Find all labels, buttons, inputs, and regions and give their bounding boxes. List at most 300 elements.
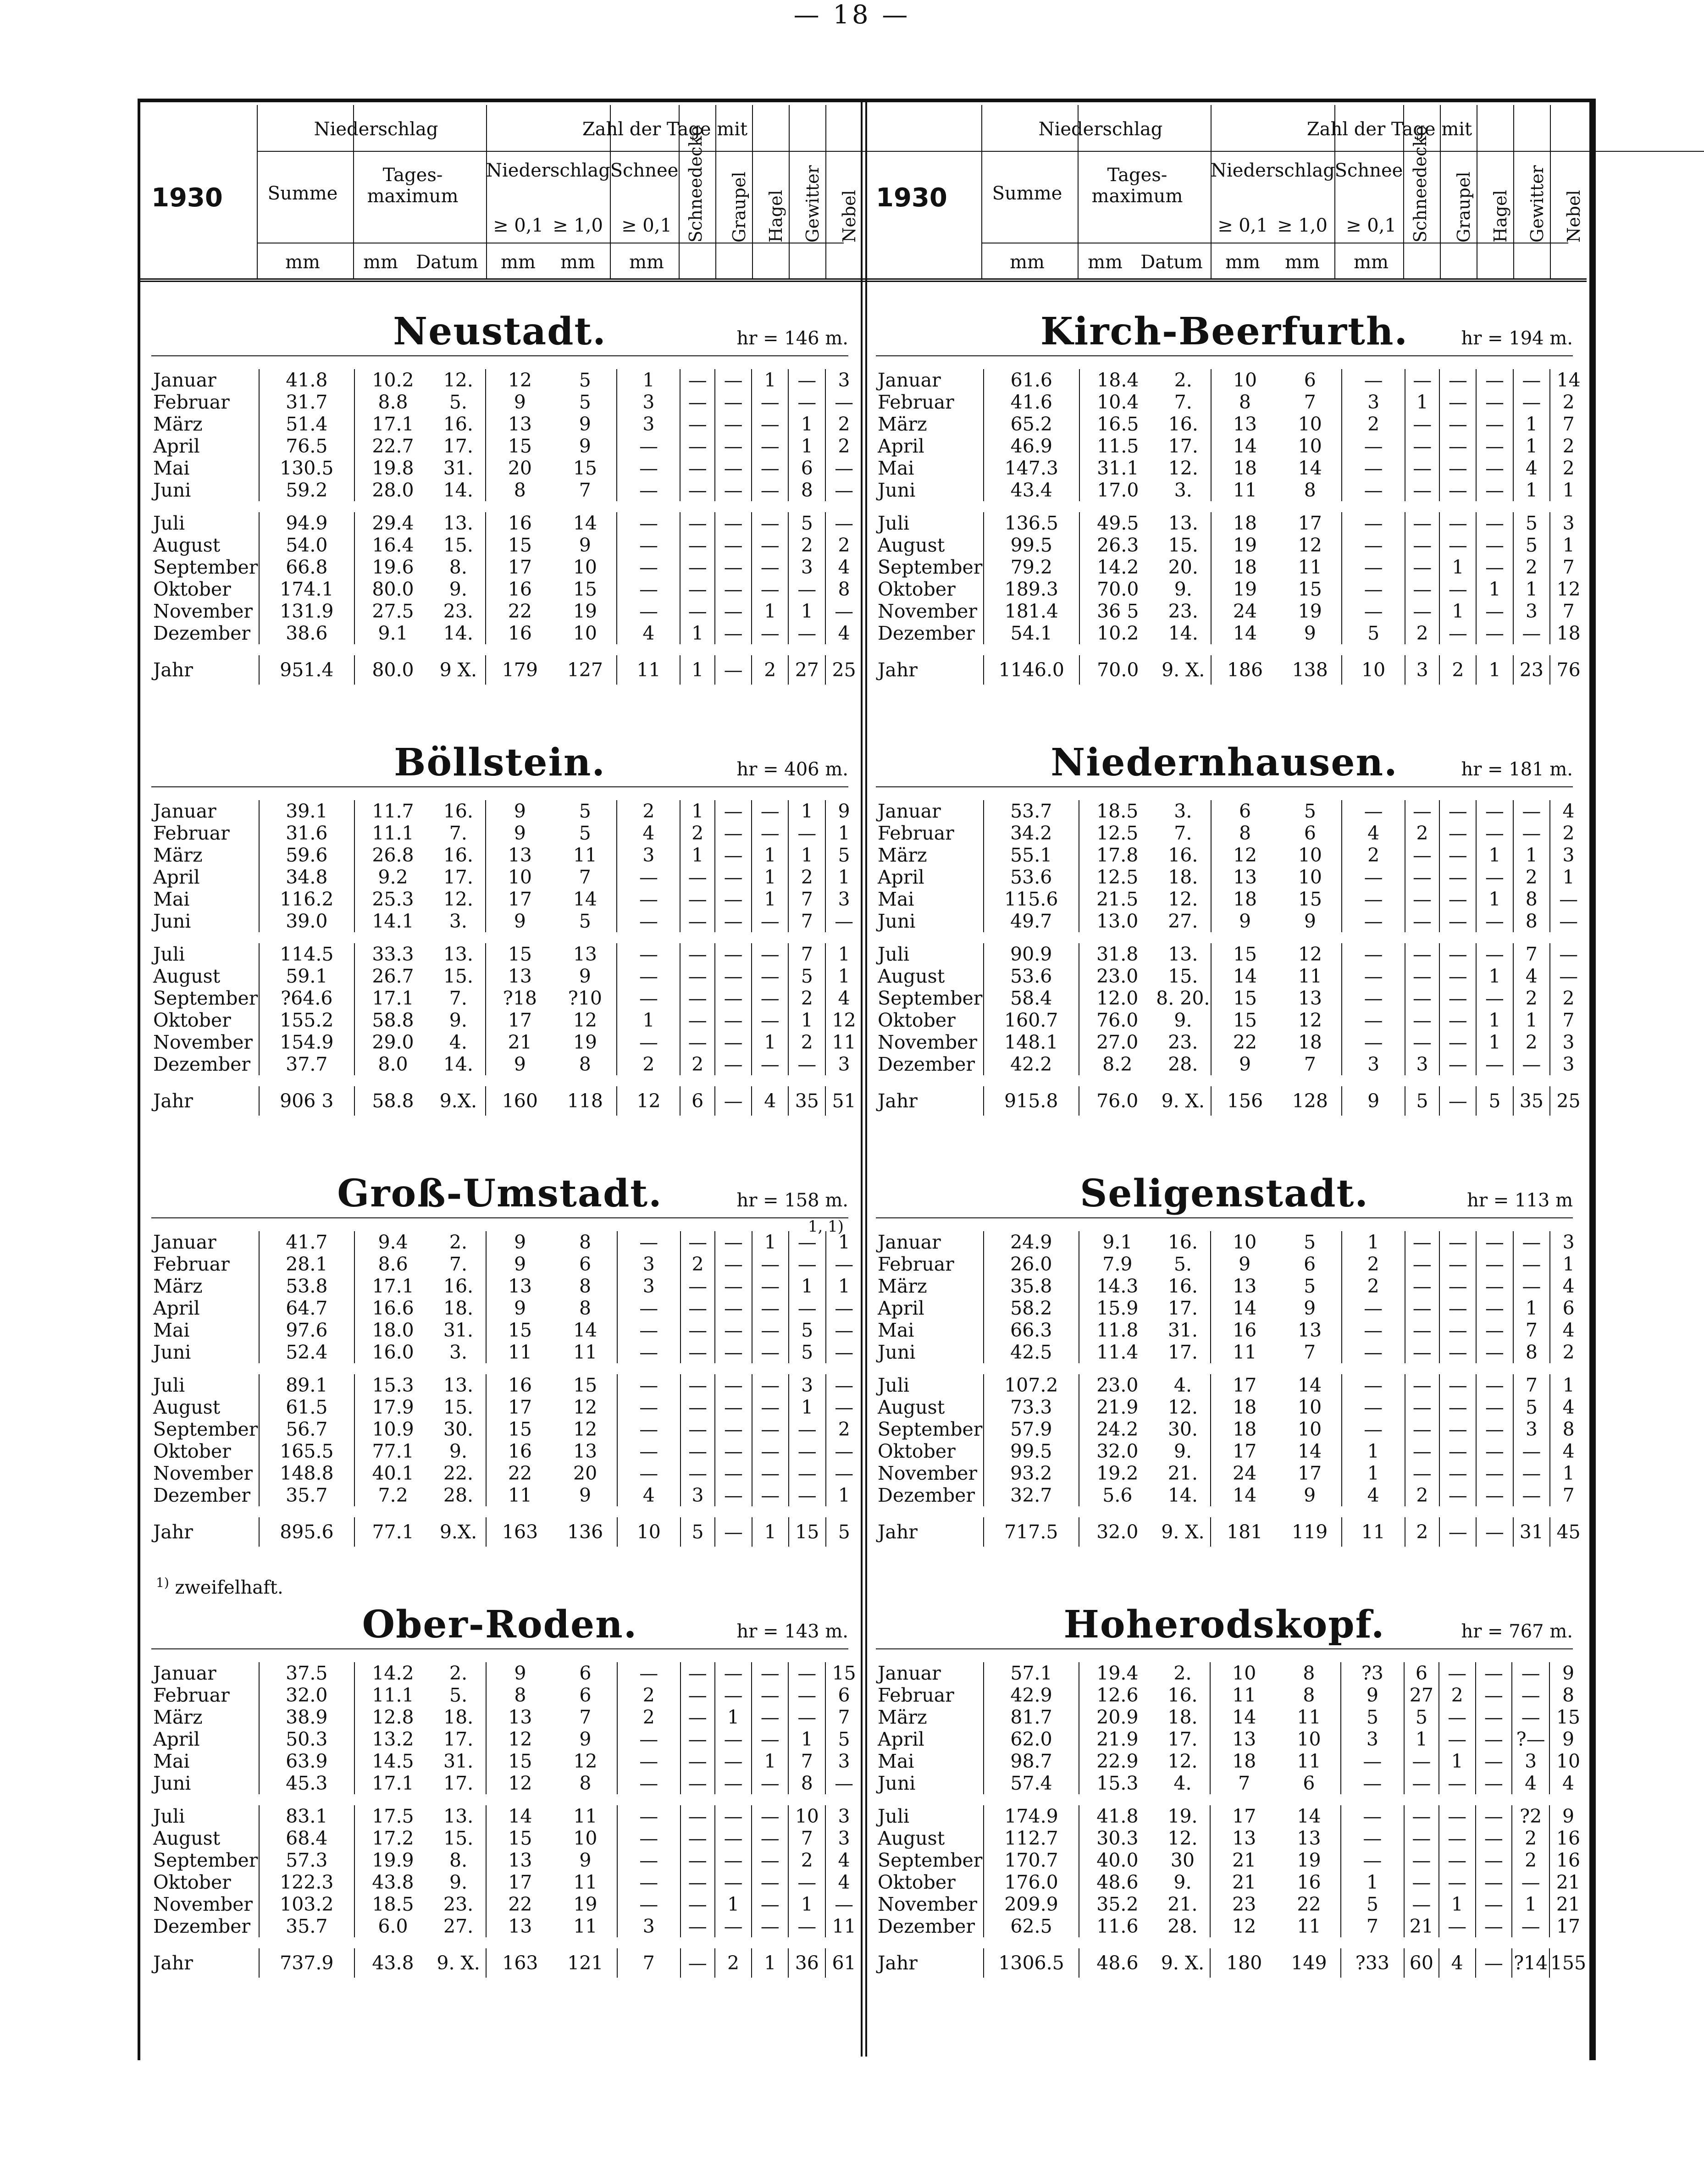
table-cell: — <box>715 1750 752 1772</box>
header-row-rule <box>1403 151 1704 152</box>
table-cell: — <box>1439 413 1476 435</box>
table-cell: 3 <box>1341 1728 1404 1750</box>
table-cell: 18 <box>1211 1396 1278 1418</box>
table-cell: 17 <box>486 1871 554 1893</box>
table-cell: 7. <box>449 987 467 1009</box>
table-cell: 37.7 <box>259 1053 354 1075</box>
table-cell: 1 <box>1550 534 1587 556</box>
table-cell: 10 <box>1298 866 1322 888</box>
table-cell: 58.8 <box>354 1009 431 1031</box>
month-label: Oktober <box>153 1440 231 1462</box>
table-cell: 160 <box>486 1086 553 1116</box>
table-cell: — <box>752 1374 789 1396</box>
table-row <box>151 1662 862 1684</box>
table-cell: 14. <box>443 479 473 501</box>
table-cell: — <box>825 1772 862 1794</box>
table-cell: 8 <box>1211 391 1279 413</box>
table-cell: 28. <box>1168 1053 1198 1075</box>
header-col-rule <box>610 105 611 278</box>
table-cell: — <box>1476 1053 1513 1075</box>
table-cell: — <box>1439 1728 1476 1750</box>
table-cell: — <box>1405 578 1439 600</box>
table-row <box>876 413 1587 435</box>
table-cell: — <box>1341 1827 1404 1849</box>
table-cell: — <box>1405 1341 1439 1363</box>
table-cell: 10.2 <box>354 369 431 391</box>
table-cell: — <box>752 1440 789 1462</box>
table-row <box>876 1484 1587 1506</box>
table-cell: 16. <box>443 1275 474 1297</box>
table-cell: 15 <box>573 578 597 600</box>
table-cell: — <box>1476 1341 1513 1363</box>
table-cell: 42.5 <box>984 1341 1079 1363</box>
table-cell: 11.1 <box>354 822 431 844</box>
table-cell: 22. <box>443 1462 474 1484</box>
header-niederschlag-sub: Niederschlag <box>1211 160 1335 181</box>
table-cell: — <box>617 1418 680 1440</box>
table-cell: 165.5 <box>259 1440 354 1462</box>
table-cell: 59.1 <box>259 965 354 987</box>
table-cell: 2 <box>788 534 825 556</box>
table-cell: 26.8 <box>354 844 431 866</box>
table-cell: 2 <box>1550 391 1587 413</box>
table-cell: — <box>1439 1462 1476 1484</box>
table-cell: 9 <box>1342 1086 1405 1116</box>
table-cell: — <box>1476 1893 1512 1915</box>
table-cell: 40.0 <box>1079 1849 1156 1871</box>
table-cell: 18.0 <box>354 1319 432 1341</box>
table-cell: — <box>680 1440 715 1462</box>
table-cell: — <box>715 1086 752 1116</box>
table-row <box>151 1484 862 1506</box>
table-cell: — <box>680 1275 715 1297</box>
table-cell: 11 <box>1297 1750 1321 1772</box>
table-cell: 15 <box>486 1319 554 1341</box>
header-col-rule <box>257 105 258 278</box>
table-row <box>151 1396 862 1418</box>
table-cell: 10 <box>1342 655 1405 685</box>
table-cell: — <box>1476 622 1513 644</box>
table-row <box>151 1871 862 1893</box>
table-cell: — <box>752 1053 788 1075</box>
table-cell: — <box>715 1462 752 1484</box>
month-label: August <box>153 1396 221 1418</box>
table-cell: 5 <box>825 1728 862 1750</box>
table-cell: — <box>752 822 788 844</box>
table-cell: 30. <box>443 1418 474 1440</box>
table-cell: 79.2 <box>984 556 1079 578</box>
table-cell: 7 <box>617 1948 680 1978</box>
month-label: März <box>878 844 927 866</box>
table-cell: 2 <box>1342 844 1405 866</box>
table-cell: — <box>1342 512 1405 534</box>
table-cell: — <box>1476 822 1513 844</box>
table-cell: 11 <box>1298 965 1322 987</box>
table-cell: 1 <box>789 1275 826 1297</box>
table-cell: — <box>680 435 714 457</box>
table-cell: — <box>715 556 752 578</box>
table-cell: — <box>1476 866 1513 888</box>
table-cell: 9 <box>579 1728 592 1750</box>
table-cell: 9.4 <box>354 1231 432 1253</box>
table-cell: — <box>680 534 714 556</box>
month-label: Februar <box>878 391 954 413</box>
table-cell: 28. <box>443 1484 474 1506</box>
table-row <box>876 655 1587 685</box>
header-niederschlag-sub: Niederschlag <box>486 160 610 181</box>
month-label: November <box>153 1031 253 1053</box>
table-row <box>876 556 1587 578</box>
table-cell: 10.2 <box>1079 622 1156 644</box>
table-cell: 2 <box>1439 655 1476 685</box>
table-cell: — <box>715 1915 752 1937</box>
table-cell: 3 <box>1550 1231 1587 1253</box>
header-col-rule <box>981 105 982 278</box>
table-cell: 15. <box>443 965 473 987</box>
month-label: April <box>153 1297 200 1319</box>
table-cell: 33.3 <box>354 943 431 965</box>
table-cell: — <box>1405 600 1439 622</box>
month-label: Januar <box>878 1662 941 1684</box>
table-cell: 53.6 <box>984 866 1079 888</box>
table-cell: 14.3 <box>1079 1275 1156 1297</box>
table-cell: — <box>752 1396 789 1418</box>
station-elevation: hr = 146 m. <box>736 328 848 349</box>
table-cell: 19.9 <box>354 1849 431 1871</box>
month-label: Mai <box>878 1750 914 1772</box>
table-cell: 5. <box>449 391 467 413</box>
table-row <box>151 1418 862 1440</box>
table-cell: 1 <box>1550 1253 1587 1275</box>
header-col-rule <box>715 105 716 278</box>
table-cell: 7 <box>1341 1915 1404 1937</box>
table-cell: — <box>680 1418 715 1440</box>
table-cell: — <box>1439 844 1476 866</box>
table-cell: — <box>617 457 680 479</box>
month-label: November <box>878 1893 977 1915</box>
table-cell: 23.0 <box>1079 965 1156 987</box>
table-cell: 1 <box>752 844 788 866</box>
table-cell: 11.7 <box>354 800 431 822</box>
month-label: April <box>878 1728 924 1750</box>
table-cell: 16.6 <box>354 1297 432 1319</box>
table-cell: 11 <box>573 1805 598 1827</box>
table-cell: 15 <box>789 1517 826 1547</box>
table-row <box>876 1053 1587 1075</box>
header-schneedecke: Schneedecke <box>1410 126 1430 243</box>
table-row <box>876 1031 1587 1053</box>
table-cell: — <box>680 1827 715 1849</box>
table-cell: — <box>1513 369 1550 391</box>
month-label: März <box>153 1275 203 1297</box>
month-label: Juni <box>153 910 191 932</box>
table-cell: — <box>715 1374 752 1396</box>
table-cell: 8.0 <box>354 1053 431 1075</box>
month-label: Dezember <box>878 1915 975 1937</box>
table-cell: — <box>752 556 788 578</box>
table-cell: 5 <box>1513 534 1550 556</box>
table-row <box>876 1319 1587 1341</box>
table-cell: — <box>788 822 825 844</box>
table-row <box>876 1418 1587 1440</box>
table-cell: 11 <box>1342 1517 1405 1547</box>
month-label: April <box>878 1297 924 1319</box>
month-label: Jahr <box>153 1090 193 1112</box>
table-cell: 23. <box>1168 600 1198 622</box>
table-cell: — <box>715 1684 752 1706</box>
table-cell: — <box>680 413 714 435</box>
table-cell: 5 <box>579 822 591 844</box>
table-cell: 27.5 <box>354 600 431 622</box>
table-cell: 4 <box>1550 800 1587 822</box>
table-cell: 1 <box>1513 578 1550 600</box>
table-cell: — <box>715 1418 752 1440</box>
table-cell: — <box>617 866 680 888</box>
table-row <box>151 512 862 534</box>
table-cell: 18 <box>1211 888 1279 910</box>
table-cell: 66.3 <box>984 1319 1079 1341</box>
table-cell: — <box>680 1849 715 1871</box>
table-cell: 10 <box>1298 1418 1322 1440</box>
table-cell: — <box>715 1484 752 1506</box>
table-cell: 31.6 <box>259 822 354 844</box>
table-cell: — <box>1439 1915 1476 1937</box>
table-cell: 5. <box>449 1684 468 1706</box>
month-label: Juni <box>878 1772 916 1794</box>
table-cell: 32.0 <box>1079 1440 1156 1462</box>
table-row <box>151 1031 862 1053</box>
table-cell: 9 <box>486 1662 554 1684</box>
table-row <box>151 1706 862 1728</box>
table-cell: 35.8 <box>984 1275 1079 1297</box>
table-cell: — <box>715 457 752 479</box>
table-row <box>151 435 862 457</box>
table-cell: 6 <box>825 1684 862 1706</box>
table-cell: 18 <box>1298 1031 1322 1053</box>
table-cell: — <box>788 578 825 600</box>
table-cell: — <box>1476 1253 1513 1275</box>
table-cell: — <box>752 1871 788 1893</box>
table-cell: 19 <box>573 600 597 622</box>
table-row <box>151 622 862 644</box>
table-cell: 17.9 <box>354 1396 432 1418</box>
table-cell: 12 <box>486 369 553 391</box>
table-cell: 119 <box>1291 1521 1328 1543</box>
table-cell: 155.2 <box>259 1009 354 1031</box>
table-cell: 65.2 <box>984 413 1079 435</box>
table-cell: 73.3 <box>984 1396 1079 1418</box>
table-cell: 2 <box>1405 1517 1439 1547</box>
table-cell: 13 <box>1210 1827 1278 1849</box>
table-cell: 1 <box>788 435 825 457</box>
table-cell: — <box>1405 1396 1439 1418</box>
table-cell: — <box>680 1706 715 1728</box>
table-cell: — <box>680 1231 715 1253</box>
header-unit-schnee: mm <box>629 252 664 273</box>
table-cell: 1 <box>788 413 825 435</box>
table-cell: 29.0 <box>354 1031 431 1053</box>
table-cell: — <box>1439 943 1476 965</box>
table-cell: — <box>1439 1009 1476 1031</box>
table-cell: 1 <box>1476 965 1513 987</box>
table-cell: 53.7 <box>984 800 1079 822</box>
table-cell: — <box>1476 1462 1513 1484</box>
header-col-rule <box>1078 105 1079 278</box>
table-row <box>876 1948 1587 1978</box>
month-label: Juli <box>878 943 910 965</box>
table-cell: — <box>680 943 714 965</box>
header-hagel: Hagel <box>1490 190 1510 243</box>
table-cell: — <box>825 479 862 501</box>
table-cell: 9 <box>486 391 553 413</box>
table-cell: 1 <box>825 866 862 888</box>
table-cell: 12 <box>573 1009 597 1031</box>
table-cell: 66.8 <box>259 556 354 578</box>
month-label: Dezember <box>878 622 975 644</box>
station-rule <box>151 1217 848 1218</box>
table-cell: — <box>617 1893 680 1915</box>
table-cell: 18 <box>1211 457 1279 479</box>
table-cell: — <box>1550 910 1587 932</box>
table-cell: 9. X. <box>437 1952 480 1974</box>
table-cell: 13. <box>1168 512 1198 534</box>
table-cell: — <box>1405 435 1439 457</box>
table-cell: 2 <box>788 1031 825 1053</box>
table-cell: — <box>715 1341 752 1363</box>
table-cell: 76.5 <box>259 435 354 457</box>
table-cell: 895.6 <box>259 1517 354 1547</box>
table-cell: 6 <box>1550 1297 1587 1319</box>
table-cell: 3 <box>1342 391 1405 413</box>
table-cell: 12 <box>1298 534 1322 556</box>
table-cell: 70.0 <box>1079 655 1156 685</box>
table-cell: 14 <box>573 1319 598 1341</box>
table-cell: 4 <box>1550 1396 1587 1418</box>
table-cell: 8.8 <box>354 391 431 413</box>
table-header <box>862 105 1587 277</box>
table-cell: 1 <box>752 888 788 910</box>
table-cell: — <box>680 1805 715 1827</box>
table-cell: 13 <box>1211 1275 1278 1297</box>
table-cell: 12 <box>486 1728 554 1750</box>
table-cell: 7.2 <box>354 1484 432 1506</box>
table-cell: 17. <box>443 1728 474 1750</box>
table-cell: 12. <box>443 888 473 910</box>
table-cell: 2 <box>1342 413 1405 435</box>
month-label: Januar <box>878 369 941 391</box>
table-cell: 29.4 <box>354 512 431 534</box>
table-cell: 7 <box>1550 600 1587 622</box>
table-cell: 17. <box>1168 435 1198 457</box>
station-table <box>151 369 862 685</box>
table-cell: — <box>1476 435 1513 457</box>
table-cell: 20.9 <box>1079 1706 1156 1728</box>
month-label: Oktober <box>878 1871 956 1893</box>
station-name: Ober-Roden. <box>362 1603 638 1647</box>
month-label: Jahr <box>153 1952 193 1974</box>
table-cell: 737.9 <box>259 1948 354 1978</box>
table-cell: 15 <box>573 457 597 479</box>
table-row <box>876 844 1587 866</box>
table-row <box>876 578 1587 600</box>
header-ge10: ≥ 1,0 <box>1277 215 1328 236</box>
table-cell: 13 <box>1298 987 1322 1009</box>
header-schnee: Schnee <box>610 160 679 181</box>
table-cell: — <box>1439 1086 1476 1116</box>
table-row <box>151 655 862 685</box>
table-cell: 56.7 <box>259 1418 354 1440</box>
table-row <box>151 888 862 910</box>
table-row <box>876 369 1587 391</box>
table-cell: — <box>1405 1462 1439 1484</box>
table-cell: — <box>1476 1772 1512 1794</box>
table-cell: 58.2 <box>984 1297 1079 1319</box>
table-row <box>151 369 862 391</box>
table-cell: — <box>1405 534 1439 556</box>
table-row <box>876 800 1587 822</box>
table-cell: 1146.0 <box>984 655 1079 685</box>
table-cell: — <box>1439 1827 1476 1849</box>
table-cell: — <box>1513 1231 1550 1253</box>
table-cell: 28. <box>1167 1915 1198 1937</box>
month-label: Juni <box>878 1341 916 1363</box>
station-elevation: hr = 767 m. <box>1461 1621 1573 1642</box>
table-cell: 21.9 <box>1079 1396 1156 1418</box>
table-cell: 181 <box>1211 1517 1278 1547</box>
month-label: Mai <box>153 1319 190 1341</box>
table-cell: 1 <box>789 1396 826 1418</box>
table-cell: 11 <box>1210 1684 1278 1706</box>
table-cell: 55.1 <box>984 844 1079 866</box>
table-cell: — <box>1513 1462 1550 1484</box>
station-name: Hoherodskopf. <box>1063 1603 1385 1647</box>
table-cell: 27 <box>1404 1684 1439 1706</box>
header-schnee: Schnee <box>1334 160 1403 181</box>
table-cell: 7 <box>1304 1341 1316 1363</box>
table-cell: 28.1 <box>259 1253 354 1275</box>
header-ge01: ≥ 0,1 <box>1217 215 1268 236</box>
table-cell: 2 <box>617 1706 680 1728</box>
table-row <box>876 965 1587 987</box>
table-cell: — <box>715 1319 752 1341</box>
month-label: Januar <box>878 1231 941 1253</box>
month-label: September <box>878 556 983 578</box>
table-cell: — <box>752 534 788 556</box>
table-cell: 9 <box>486 822 553 844</box>
table-cell: 16. <box>443 844 473 866</box>
table-cell: — <box>752 457 788 479</box>
table-cell: 5 <box>788 965 825 987</box>
header-col-rule <box>679 105 680 278</box>
table-cell: 21 <box>1549 1871 1587 1893</box>
table-cell: 18. <box>443 1706 474 1728</box>
row-gap <box>876 1794 1587 1805</box>
table-cell: — <box>680 1009 714 1031</box>
table-row <box>151 1009 862 1031</box>
table-cell: 12 <box>486 1772 554 1794</box>
table-cell: 3 <box>617 844 680 866</box>
table-cell: — <box>715 578 752 600</box>
table-cell: 10.4 <box>1079 391 1156 413</box>
table-cell: 1 <box>680 655 714 685</box>
table-cell: 18 <box>1211 556 1279 578</box>
month-label: Januar <box>153 1231 216 1253</box>
table-cell: 15 <box>1211 987 1279 1009</box>
table-cell: — <box>1439 888 1476 910</box>
table-cell: 15. <box>1168 965 1198 987</box>
table-cell: 8 <box>1513 888 1550 910</box>
table-cell: — <box>617 965 680 987</box>
